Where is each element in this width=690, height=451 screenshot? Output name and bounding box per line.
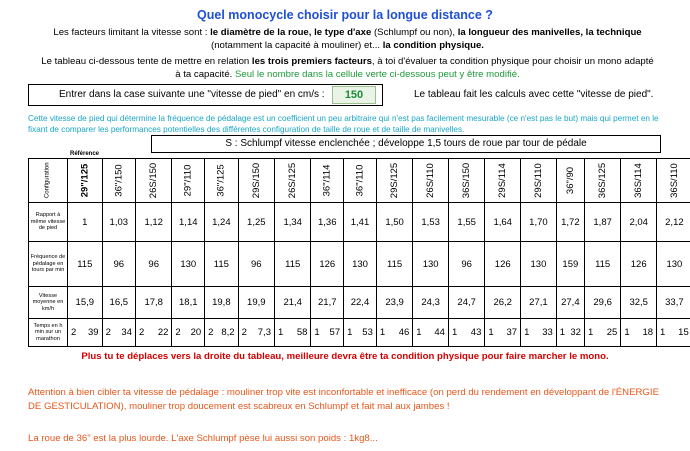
frequency-cell: 96: [448, 242, 484, 287]
config-label: 36"/125: [215, 164, 227, 197]
time-hours: 1: [347, 327, 353, 338]
time-cell: [521, 319, 557, 347]
ratio-cell: 1,72: [556, 203, 584, 242]
frequency-cell: 130: [413, 242, 449, 287]
ratio-cell: 1,55: [448, 203, 484, 242]
factor-physical: la condition physique.: [382, 40, 484, 51]
speed-cell: 21,4: [274, 287, 310, 319]
time-cell: [172, 319, 205, 347]
frequency-cell: 96: [136, 242, 172, 287]
foot-speed-input[interactable]: 150: [332, 86, 376, 104]
speed-cell: 22,4: [344, 287, 377, 319]
config-cell: [344, 159, 377, 203]
explain-green-note: Seul le nombre dans la cellule verte ci-dessous peut y être modifié.: [234, 69, 520, 80]
time-minutes: 33: [542, 327, 553, 338]
page-title: Quel monocycle choisir pour la longue distance ?: [197, 8, 493, 22]
ratio-cell: 2,12: [657, 203, 690, 242]
frequency-cell: 115: [205, 242, 238, 287]
row-label-freq: [29, 242, 68, 287]
reference-label: Référence: [70, 151, 100, 157]
time-minutes: 7,3: [257, 327, 271, 338]
speed-cell: 24,7: [448, 287, 484, 319]
config-cell: [376, 159, 412, 203]
time-hours: 1: [559, 327, 566, 338]
time-minutes: 53: [362, 327, 373, 338]
time-minutes: 22: [157, 327, 169, 338]
speed-cell: 17,8: [136, 287, 172, 319]
time-cell: [376, 319, 412, 347]
time-cell: [657, 319, 690, 347]
time-cell: [274, 319, 310, 347]
foot-speed-label: Entrer dans la case suivante une "vitesse de pied" en cm/s :: [59, 89, 325, 100]
comparison-table: [28, 158, 690, 347]
config-cell: [102, 159, 135, 203]
config-cell: [172, 159, 205, 203]
ratio-cell: 1,34: [274, 203, 310, 242]
ratio-cell: 1,87: [584, 203, 620, 242]
config-label: 36S/150: [461, 162, 473, 199]
time-hours: 2: [105, 327, 111, 338]
speed-cell: 16,5: [102, 287, 135, 319]
config-cell: [311, 159, 344, 203]
row-label-speed: [29, 287, 68, 319]
pedaling-warning: Attention à bien cibler ta vitesse de pédalage : mouliner trop vite est inconfortable et inefficace (on perd du rendement en développant de l'ÉNERGIE DE GESTICULATION), mouliner trop doucement est scabreux en Schlumpf et fait mal aux jambes !: [28, 387, 659, 412]
speed-cell: 18,1: [172, 287, 205, 319]
speed-cell: 32,5: [621, 287, 657, 319]
time-hours: 1: [660, 327, 666, 338]
explain-paragraph: [40, 55, 655, 81]
explain-b: les trois premiers facteurs: [251, 56, 372, 67]
row-label-text: Fréquence de pédalage en tours par min: [30, 254, 66, 274]
config-label: 26S/125: [287, 162, 299, 199]
time-row: [29, 319, 690, 347]
ratio-cell: 1,03: [102, 203, 135, 242]
time-cell: [102, 319, 135, 347]
config-cell: [521, 159, 557, 203]
config-label: 26S/110: [425, 163, 437, 198]
time-hours: 1: [379, 327, 386, 338]
config-label: 29"/110: [182, 164, 194, 197]
time-minutes: 43: [470, 327, 482, 338]
time-cell: [68, 319, 103, 347]
time-hours: 1: [488, 327, 494, 338]
time-minutes: 46: [398, 327, 410, 338]
time-cell: [556, 319, 584, 347]
frequency-row: [29, 242, 690, 287]
weight-note: La roue de 36" est la plus lourde. L'axe Schlumpf pèse lui aussi son poids : 1kg8...: [28, 433, 378, 444]
time-hours: 1: [587, 327, 594, 338]
foot-speed-box: [28, 84, 383, 106]
ratio-cell: 1: [68, 203, 103, 242]
frequency-cell: 96: [238, 242, 274, 287]
frequency-cell: 126: [621, 242, 657, 287]
time-cell: [621, 319, 657, 347]
row-label-config: [29, 159, 68, 203]
config-row: [29, 159, 690, 203]
frequency-cell: 115: [68, 242, 103, 287]
ratio-cell: 1,50: [376, 203, 412, 242]
speed-cell: 23,9: [376, 287, 412, 319]
time-minutes: 44: [434, 327, 445, 338]
ratio-cell: 1,25: [238, 203, 274, 242]
ratio-cell: 2,04: [621, 203, 657, 242]
ratio-cell: 1,64: [485, 203, 521, 242]
config-cell: [238, 159, 274, 203]
row-label-time: [29, 319, 68, 347]
config-cell: [621, 159, 657, 203]
speed-cell: 27,1: [521, 287, 557, 319]
calc-note: Le tableau fait les calculs avec cette "vitesse de pied".: [414, 89, 654, 100]
factor-axle-note: (Schlumpf ou non),: [371, 27, 458, 38]
config-label: 36S/110: [668, 163, 680, 198]
time-hours: 1: [624, 327, 630, 338]
time-cell: [485, 319, 521, 347]
speed-cell: 29,6: [584, 287, 620, 319]
explain-a: Le tableau ci-dessous tente de mettre en relation: [41, 56, 252, 67]
config-label: 36S/114: [633, 163, 645, 198]
ratio-cell: 1,41: [344, 203, 377, 242]
frequency-cell: 96: [102, 242, 135, 287]
speed-cell: 24,3: [413, 287, 449, 319]
frequency-cell: 159: [556, 242, 584, 287]
time-hours: 2: [175, 327, 181, 338]
config-cell: [413, 159, 449, 203]
explain-c: , à toi d'évaluer ta condition physique pour choisir un mono adapté à ta capacité.: [175, 56, 654, 80]
speed-cell: 26,2: [485, 287, 521, 319]
ratio-cell: 1,12: [136, 203, 172, 242]
row-label-text: Vitesse moyenne en km/h: [32, 292, 64, 312]
time-minutes: 58: [296, 327, 308, 338]
config-label: 36"/110: [354, 164, 366, 197]
frequency-cell: 130: [344, 242, 377, 287]
config-label: 29S/114: [497, 163, 509, 198]
config-cell: [68, 159, 103, 203]
config-label: 29S/110: [532, 163, 544, 198]
config-label: 36"/150: [113, 164, 125, 197]
frequency-cell: 130: [657, 242, 690, 287]
time-minutes: 20: [190, 327, 202, 338]
config-cell: [657, 159, 690, 203]
time-hours: 1: [277, 327, 284, 338]
frequency-cell: 130: [172, 242, 205, 287]
time-cell: [311, 319, 344, 347]
config-cell: [556, 159, 584, 203]
frequency-cell: 126: [311, 242, 344, 287]
factor-wheel-axle: le diamètre de la roue, le type d'axe: [210, 27, 372, 38]
factor-cranks-technique: la longueur des manivelles, la technique: [457, 27, 642, 38]
foot-speed-explanation: Cette vitesse de pied qui détermine la fréquence de pédalage est un coefficient un peu arbitraire qui n'est pas facilement mesurable (ce n'est pas le but) mais qui permet en le fixant de comparer les performances potentielles des différentes configuration de taille de roue et de taille de manivelles.: [28, 114, 659, 134]
config-cell: [448, 159, 484, 203]
time-minutes: 15: [678, 327, 689, 338]
time-minutes: 39: [87, 327, 99, 338]
speed-cell: 21,7: [311, 287, 344, 319]
config-label: 36"/90: [564, 166, 576, 195]
time-minutes: 32: [570, 327, 581, 338]
config-cell: [205, 159, 238, 203]
config-label: 29S/150: [250, 162, 262, 199]
time-hours: 1: [451, 327, 458, 338]
time-minutes: 57: [329, 327, 341, 338]
config-label: 36S/125: [597, 162, 609, 199]
time-minutes: 37: [506, 327, 518, 338]
time-hours: 2: [208, 327, 214, 338]
time-hours: 1: [524, 327, 530, 338]
time-minutes: 8,2: [221, 327, 235, 338]
intro-line2: (notamment la capacité à mouliner) et...: [211, 40, 383, 51]
config-label: 36"/114: [321, 164, 333, 197]
config-cell: [274, 159, 310, 203]
config-cell: [485, 159, 521, 203]
ratio-cell: 1,36: [311, 203, 344, 242]
row-label-text: Configuration: [44, 162, 51, 199]
frequency-cell: 115: [376, 242, 412, 287]
time-hours: 1: [416, 327, 422, 338]
config-label: 26S/150: [148, 162, 160, 199]
ratio-cell: 1,53: [413, 203, 449, 242]
time-cell: [448, 319, 484, 347]
frequency-cell: 126: [485, 242, 521, 287]
time-cell: [205, 319, 238, 347]
time-cell: [584, 319, 620, 347]
time-cell: [136, 319, 172, 347]
speed-cell: 19,8: [205, 287, 238, 319]
config-cell: [136, 159, 172, 203]
config-label: 29S/125: [389, 162, 401, 199]
speed-cell: 33,7: [657, 287, 690, 319]
time-hours: 1: [314, 327, 320, 338]
speed-cell: 27,4: [556, 287, 584, 319]
red-warning: Plus tu te déplaces vers la droite du tableau, meilleure devra être ta condition physique pour faire marcher le mono.: [81, 351, 609, 362]
schlumpf-legend: S : Schlumpf vitesse enclenchée ; développe 1,5 tours de roue par tour de pédale: [151, 135, 661, 153]
config-cell: [584, 159, 620, 203]
time-hours: 2: [241, 327, 247, 338]
time-hours: 2: [139, 327, 145, 338]
config-label: 29"/125: [79, 163, 91, 198]
intro-prefix: Les facteurs limitant la vitesse sont :: [53, 27, 211, 38]
intro-paragraph: [40, 26, 655, 52]
row-label-text: Rapport à même vitesse de pied: [30, 212, 66, 232]
speed-row: [29, 287, 690, 319]
ratio-cell: 1,24: [205, 203, 238, 242]
ratio-row: [29, 203, 690, 242]
time-minutes: 25: [606, 327, 618, 338]
frequency-cell: 115: [584, 242, 620, 287]
frequency-cell: 130: [521, 242, 557, 287]
frequency-cell: 115: [274, 242, 310, 287]
time-cell: [344, 319, 377, 347]
time-hours: 2: [71, 327, 77, 338]
row-label-text: Temps en h min sur un marathon: [33, 322, 63, 342]
time-minutes: 34: [121, 327, 132, 338]
time-cell: [238, 319, 274, 347]
speed-cell: 15,9: [68, 287, 103, 319]
time-minutes: 18: [642, 327, 654, 338]
ratio-cell: 1,70: [521, 203, 557, 242]
speed-cell: 19,9: [238, 287, 274, 319]
time-cell: [413, 319, 449, 347]
row-label-ratio: [29, 203, 68, 242]
ratio-cell: 1,14: [172, 203, 205, 242]
